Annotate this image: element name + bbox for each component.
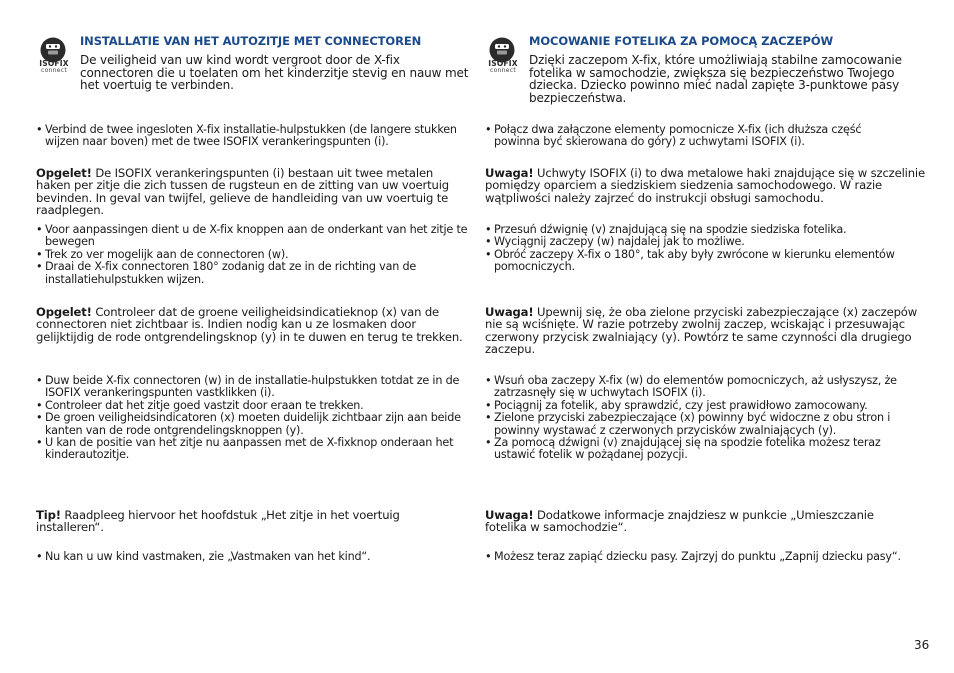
tip-label: Uwaga!: [485, 508, 534, 522]
list-item: • Controleer dat het zitje goed vastzit door eraan te trekken.: [36, 400, 472, 412]
isofix-logo: [485, 37, 519, 77]
list-item: • Wsuń oba zaczepy X-fix (w) do elementów pomocniczych, aż usłyszysz, że zatrzasnęły się w uchwytach ISOFIX (i).: [485, 375, 919, 400]
isofix-logo: [36, 37, 70, 77]
warning-label: Uwaga!: [485, 166, 534, 180]
section-heading: INSTALLATIE VAN HET AUTOZITJE MET CONNECTOREN: [80, 34, 422, 48]
page-number: 36: [914, 638, 930, 652]
list-item: • Obróć zaczepy X-fix o 180°, tak aby były zwrócone w kierunku elementów pomocniczych.: [485, 249, 925, 274]
tip-paragraph: [36, 509, 436, 534]
logo-sub-text: connect: [489, 67, 517, 74]
warning-paragraph-1: [485, 167, 925, 204]
warning-text: De ISOFIX verankeringspunten (i) bestaan uit twee metalen haken per zitje die zich tussen de rugsteun en de zitting van uw voertuig bevinden. In geval van twijfel, gelieve de handleiding van uw voertuig te raadplegen.: [36, 166, 450, 218]
list-item: • Przesuń dźwignię (v) znajdującą się na spodzie siedziska fotelika.: [485, 224, 925, 236]
list-item: • Wyciągnij zaczepy (w) najdalej jak to możliwe.: [485, 236, 925, 248]
logo-brand-text: ISOFIX: [39, 59, 69, 68]
tip-text: Dodatkowe informacje znajdziesz w punkcie „Umieszczanie fotelika w samochodzie“.: [485, 508, 874, 535]
bullet-list-3: [36, 375, 472, 462]
list-item: • Draai de X-fix connectoren 180° zodanig dat ze in de richting van de installatiehulpstukken wijzen.: [36, 261, 472, 286]
bullet-list-4: [485, 551, 925, 563]
list-item: • Możesz teraz zapiąć dziecku pasy. Zajrzyj do punktu „Zapnij dziecku pasy“.: [485, 551, 925, 563]
bullet-list-4: [36, 551, 472, 563]
warning-label: Opgelet!: [36, 166, 92, 180]
warning-paragraph-2: [36, 306, 466, 343]
list-item: • De groen veiligheidsindicatoren (x) moeten duidelijk zichtbaar zijn aan beide kanten van de rode ontgrendelingsknoppen (y).: [36, 412, 472, 437]
warning-label: Uwaga!: [485, 305, 534, 319]
warning-paragraph-2: [485, 306, 919, 356]
tip-paragraph: [485, 509, 905, 534]
intro-paragraph: De veiligheid van uw kind wordt vergroot door de X-fix connectoren die u toelaten om het kinderzitje stevig en nauw met het voertuig te verbinden.: [80, 53, 469, 92]
list-item: • Połącz dwa załączone elementy pomocnicze X-fix (ich dłuższa część powinna być skierowana do góry) z uchwytami ISOFIX (i).: [485, 124, 905, 149]
list-item: • Nu kan u uw kind vastmaken, zie „Vastmaken van het kind“.: [36, 551, 472, 563]
bullet-list-2: [485, 224, 925, 274]
list-item: • Duw beide X-fix connectoren (w) in de installatie-hulpstukken totdat ze in de ISOFIX verankeringspunten vastklikken (i).: [36, 375, 472, 400]
list-item: • Verbind de twee ingesloten X-fix installatie-hulpstukken (de langere stukken wijzen naar boven) met de twee ISOFIX verankeringspunten (i).: [36, 124, 472, 149]
intro-paragraph: Dzięki zaczepom X-fix, które umożliwiają stabilne zamocowanie fotelika w samochodzie, zwiększa się bezpieczeństwo Twojego dziecka. Dziecko powinno mieć nadal zapięte 3-punktowe pasy bezpieczeństwa.: [529, 53, 902, 105]
list-item: • Zielone przyciski zabezpieczające (x) powinny być widoczne z obu stron i powinny wystawać z czerwonych przycisków zwalniających (y).: [485, 412, 919, 437]
bullet-list-1: [485, 124, 905, 149]
warning-text: Uchwyty ISOFIX (i) to dwa metalowe haki znajdujące się w szczelinie pomiędzy oparciem a siedziskiem siedzenia samochodowego. W razie wątpliwości należy zajrzeć do instrukcji obsługi samochodu.: [485, 166, 925, 205]
tip-text: Raadpleeg hiervoor het hoofdstuk „Het zitje in het voertuig installeren“.: [36, 508, 400, 535]
bullet-list-2: [36, 224, 472, 286]
warning-paragraph-1: [36, 167, 468, 217]
list-item: • U kan de positie van het zitje nu aanpassen met de X-fixknop onderaan het kinderautozitje.: [36, 437, 472, 462]
bullet-list-1: [36, 124, 472, 149]
logo-brand-text: ISOFIX: [488, 59, 518, 68]
warning-label: Opgelet!: [36, 305, 92, 319]
section-heading: MOCOWANIE FOTELIKA ZA POMOCĄ ZACZEPÓW: [529, 34, 834, 48]
bullet-list-3: [485, 375, 919, 462]
logo-sub-text: connect: [40, 67, 68, 74]
list-item: • Trek zo ver mogelijk aan de connectoren (w).: [36, 249, 472, 261]
list-item: • Pociągnij za fotelik, aby sprawdzić, czy jest prawidłowo zamocowany.: [485, 400, 919, 412]
tip-label: Tip!: [36, 508, 61, 522]
list-item: • Voor aanpassingen dient u de X-fix knoppen aan de onderkant van het zitje te bewegen: [36, 224, 472, 249]
list-item: • Za pomocą dźwigni (v) znajdującej się na spodzie fotelika możesz teraz ustawić fotelik w pożądanej pozycji.: [485, 437, 919, 462]
warning-text: Controleer dat de groene veiligheidsindicatieknop (x) van de connectoren niet zichtbaar is. Indien nodig kan u ze losmaken door gelijktijdig de rode ontgrendelingsknop (y) in te duwen en terug te trekken.: [36, 305, 463, 344]
warning-text: Upewnij się, że oba zielone przyciski zabezpieczające (x) zaczepów nie są wciśnięte. W razie potrzeby zwolnij zaczep, wciskając i przesuwając czerwony przycisk zwalniający (y). Powtórz te same czynności dla drugiego zaczepu.: [485, 305, 918, 357]
